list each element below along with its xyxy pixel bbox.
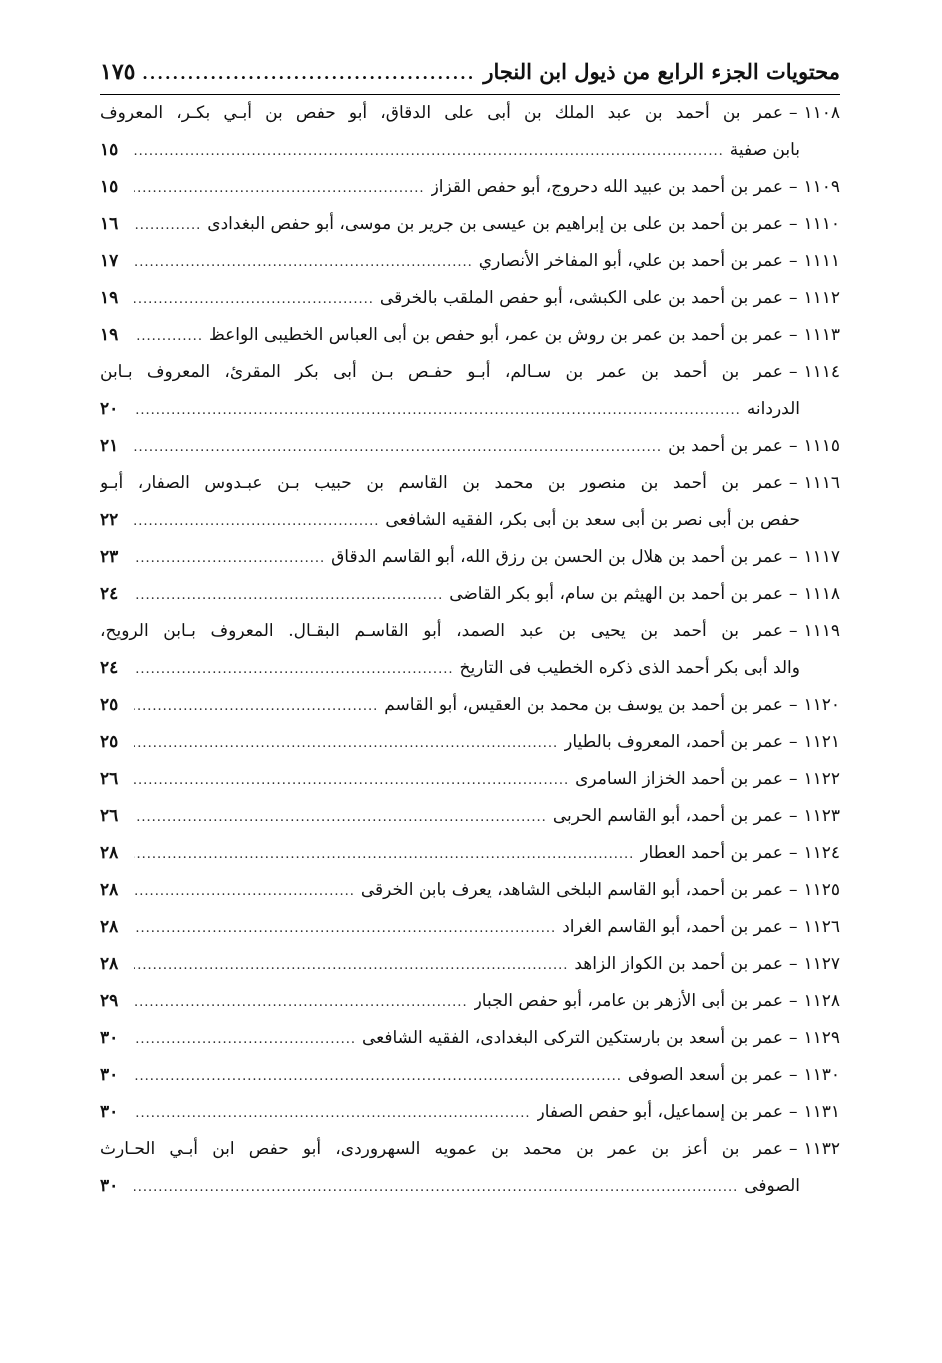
leader-dots xyxy=(134,170,425,207)
entry-number: ١١٢٢ xyxy=(803,769,840,789)
entry-text: عمر بن أحمد بن xyxy=(668,436,783,456)
leader-dots xyxy=(134,244,473,281)
leader-dots xyxy=(134,281,374,318)
entry-number: ١١٣١ xyxy=(803,1102,840,1122)
header-title: محتويات الجزء الرابع من ذيول ابن النجار xyxy=(483,59,840,84)
entry-number: ١١٢٤ xyxy=(803,843,840,863)
entry-text: عمر بن أحمد بن علي، أبو المفاخر الأنصاري xyxy=(478,251,783,271)
entry-number: ١١٣٠ xyxy=(803,1065,840,1085)
entry-text: عمر بن أحمد بن الهيثم بن سام، أبو بكر القاضى xyxy=(449,584,783,604)
entry-page-number: ٢٣ xyxy=(100,547,119,567)
contents-entry xyxy=(100,206,840,243)
entry-dash: – xyxy=(788,547,798,567)
entry-number: ١١١٦ xyxy=(803,473,840,493)
entry-page-number: ٢٨ xyxy=(100,954,119,974)
entry-number: ١١١٥ xyxy=(803,436,840,456)
entry-text: عمر بن أحمد بن يوسف بن محمد بن العقيس، أبو القاسم xyxy=(384,695,783,715)
contents-entry xyxy=(100,1057,840,1094)
entry-dash: – xyxy=(788,806,798,826)
entry-dash: – xyxy=(788,954,798,974)
contents-entry xyxy=(100,761,840,798)
contents-entry xyxy=(100,983,840,1020)
entry-page-number: ٢٨ xyxy=(100,917,119,937)
entry-page-number: ١٥ xyxy=(100,140,119,160)
contents-entry xyxy=(100,613,840,650)
entry-page-number: ١٩ xyxy=(100,325,119,345)
entry-text: عمر بن أحمد العطار xyxy=(640,843,783,863)
entry-page-number: ١٩ xyxy=(100,288,119,308)
entry-dash: – xyxy=(788,325,798,345)
entry-number: ١١١٧ xyxy=(803,547,840,567)
entry-text: عمر بن أحمد بن على الكبشى، أبو حفص الملقب بالخرقى xyxy=(379,288,783,308)
contents-entry xyxy=(100,354,840,391)
entry-number: ١١٢٦ xyxy=(803,917,840,937)
contents-page xyxy=(100,52,840,1205)
contents-entry xyxy=(100,428,840,465)
contents-entry xyxy=(100,243,840,280)
entry-text: عمر بن أحمد، المعروف بالطيار xyxy=(564,732,783,752)
entry-text: عمر بن أحمد بن هلال بن الحسن بن رزق الله، أبو القاسم الدقاق xyxy=(331,547,783,567)
contents-entry-continuation xyxy=(100,650,840,687)
entry-text: عمر بن إسماعيل، أبو حفص الصفار xyxy=(536,1102,783,1122)
contents-entry xyxy=(100,169,840,206)
entry-text: حفص بن أبى نصر بن أبى سعد بن أبى بكر، الفقيه الشافعى xyxy=(385,510,800,530)
header-leader-dots xyxy=(143,54,475,94)
leader-dots xyxy=(134,984,468,1021)
contents-entry xyxy=(100,1094,840,1131)
entry-page-number: ٢٦ xyxy=(100,769,119,789)
entry-dash: – xyxy=(788,103,798,123)
leader-dots xyxy=(134,1021,356,1058)
entry-dash: – xyxy=(788,362,798,382)
entry-number: ١١١١ xyxy=(803,251,840,271)
entry-number: ١١٢١ xyxy=(803,732,840,752)
entry-page-number: ٣٠ xyxy=(100,1176,119,1196)
contents-entry xyxy=(100,576,840,613)
leader-dots xyxy=(134,762,569,799)
entry-number: ١١١٣ xyxy=(803,325,840,345)
entry-page-number: ٣٠ xyxy=(100,1065,119,1085)
entry-text: عمر بن أحمد، أبو القاسم الغراد xyxy=(562,917,783,937)
entry-text: الصوفى xyxy=(744,1176,800,1196)
contents-entry xyxy=(100,280,840,317)
entry-dash: – xyxy=(788,1102,798,1122)
header-page-number: ١٧٥ xyxy=(100,59,136,85)
entry-number: ١١١٩ xyxy=(803,621,840,641)
entry-text: عمر بن أحمد، أبو القاسم البلخى الشاهد، يعرف بابن الخرقى xyxy=(360,880,783,900)
entry-number: ١١١٨ xyxy=(803,584,840,604)
entry-text: عمر بن أحمد بن عمر بن سـالم، أبـو حفـص بـن أبى بكر المقرئ، المعروف بـابن xyxy=(100,362,783,382)
leader-dots xyxy=(134,947,568,984)
entry-text: عمر بن أحمد بن منصور بن محمد بن القاسم بن حبيب بـن عبـدوس الصفار، أبـو xyxy=(100,473,783,493)
contents-entry-continuation xyxy=(100,132,840,169)
entry-page-number: ٢٤ xyxy=(100,658,119,678)
leader-dots xyxy=(134,725,558,762)
entry-page-number: ٢٠ xyxy=(100,399,119,419)
entry-text: عمر بن أبى الأزهر بن عامر، أبو حفص الجبار xyxy=(473,991,783,1011)
contents-entry xyxy=(100,95,840,132)
entry-page-number: ٢١ xyxy=(100,436,119,456)
entry-number: ١١١٠ xyxy=(803,214,840,234)
contents-entry-continuation xyxy=(100,391,840,428)
entry-dash: – xyxy=(788,732,798,752)
entry-dash: – xyxy=(788,621,798,641)
contents-entry xyxy=(100,946,840,983)
contents-entry xyxy=(100,687,840,724)
entry-text: بابن صفية xyxy=(729,140,800,160)
contents-entries xyxy=(100,95,840,1205)
entry-number: ١١٠٨ xyxy=(803,103,840,123)
entry-text: عمر بن أحمد بن عبيد الله دحروج، أبو حفص القزاز xyxy=(430,177,783,197)
entry-page-number: ١٥ xyxy=(100,177,119,197)
entry-page-number: ١٦ xyxy=(100,214,119,234)
contents-entry xyxy=(100,798,840,835)
entry-dash: – xyxy=(788,251,798,271)
entry-page-number: ٢٤ xyxy=(100,584,119,604)
leader-dots xyxy=(134,503,379,540)
leader-dots xyxy=(134,688,378,725)
entry-dash: – xyxy=(788,843,798,863)
entry-page-number: ١٧ xyxy=(100,251,119,271)
entry-number: ١١٢٥ xyxy=(803,880,840,900)
contents-entry xyxy=(100,872,840,909)
entry-dash: – xyxy=(788,1028,798,1048)
entry-page-number: ٢٩ xyxy=(100,991,119,1011)
contents-entry xyxy=(100,465,840,502)
page-header xyxy=(100,52,840,95)
entry-page-number: ٢٥ xyxy=(100,732,119,752)
entry-dash: – xyxy=(788,695,798,715)
entry-number: ١١٢٨ xyxy=(803,991,840,1011)
entry-dash: – xyxy=(788,288,798,308)
entry-number: ١١١٢ xyxy=(803,288,840,308)
contents-entry xyxy=(100,909,840,946)
entry-page-number: ٢٨ xyxy=(100,880,119,900)
leader-dots xyxy=(134,540,325,577)
leader-dots xyxy=(134,133,724,170)
entry-dash: – xyxy=(788,769,798,789)
entry-dash: – xyxy=(788,1139,798,1159)
leader-dots xyxy=(134,910,556,947)
entry-text: عمر بن أحمد بن على بن إبراهيم بن عيسى بن جرير بن موسى، أبو حفص البغدادى xyxy=(207,214,783,234)
leader-dots xyxy=(134,392,741,429)
entry-dash: – xyxy=(788,584,798,604)
entry-dash: – xyxy=(788,917,798,937)
leader-dots xyxy=(134,1169,738,1206)
leader-dots xyxy=(134,1058,622,1095)
entry-dash: – xyxy=(788,991,798,1011)
entry-page-number: ٢٥ xyxy=(100,695,119,715)
contents-entry xyxy=(100,1020,840,1057)
entry-page-number: ٢٦ xyxy=(100,806,119,826)
entry-page-number: ٢٢ xyxy=(100,510,119,530)
entry-page-number: ٣٠ xyxy=(100,1028,119,1048)
entry-text: عمر بن أحمد بن عمر بن روش بن عمر، أبو حفص بن أبى العباس الخطيبى الواعظ xyxy=(208,325,783,345)
contents-entry-continuation xyxy=(100,502,840,539)
entry-dash: – xyxy=(788,177,798,197)
entry-text: عمر بن أعز بن عمر بن محمد بن عمويه السهروردى، أبو حفص ابن أبـي الحـارث xyxy=(100,1139,783,1159)
leader-dots xyxy=(134,799,547,836)
contents-entry-continuation xyxy=(100,1168,840,1205)
contents-entry xyxy=(100,724,840,761)
leader-dots xyxy=(134,577,443,614)
entry-number: ١١٠٩ xyxy=(803,177,840,197)
entry-text: عمر بن أحمد الخزاز السامرى xyxy=(575,769,783,789)
entry-text: والد أبى بكر أحمد الذى ذكره الخطيب فى التاريخ xyxy=(459,658,800,678)
entry-number: ١١٣٢ xyxy=(803,1139,840,1159)
leader-dots xyxy=(134,318,203,355)
entry-dash: – xyxy=(788,1065,798,1085)
leader-dots xyxy=(134,207,201,244)
leader-dots xyxy=(134,651,453,688)
entry-text: الدردانه xyxy=(746,399,800,419)
entry-text: عمر بن أحمد بن يحيى بن عبد الصمد، أبو القاسـم البقـال. المعروف بـابن الرويح، xyxy=(100,621,783,641)
entry-number: ١١١٤ xyxy=(803,362,840,382)
entry-number: ١١٢٠ xyxy=(803,695,840,715)
entry-page-number: ٣٠ xyxy=(100,1102,119,1122)
entry-text: عمر بن أسعد بن بارستكين التركى البغدادى، الفقيه الشافعى xyxy=(361,1028,783,1048)
contents-entry xyxy=(100,539,840,576)
contents-entry xyxy=(100,835,840,872)
entry-text: عمر بن أحمد بن الكواز الزاهد xyxy=(574,954,783,974)
contents-entry xyxy=(100,1131,840,1168)
leader-dots xyxy=(134,1095,531,1132)
leader-dots xyxy=(134,873,355,910)
entry-dash: – xyxy=(788,214,798,234)
entry-number: ١١٢٧ xyxy=(803,954,840,974)
entry-number: ١١٢٩ xyxy=(803,1028,840,1048)
entry-dash: – xyxy=(788,473,798,493)
entry-text: عمر بن أحمد بن عبد الملك بن أبى على الدقاق، أبو حفص بن أبـي بكـر، المعروف xyxy=(100,103,783,123)
contents-entry xyxy=(100,317,840,354)
leader-dots xyxy=(134,836,634,873)
entry-text: عمر بن أسعد الصوفى xyxy=(627,1065,783,1085)
entry-page-number: ٢٨ xyxy=(100,843,119,863)
entry-number: ١١٢٣ xyxy=(803,806,840,826)
entry-dash: – xyxy=(788,436,798,456)
entry-dash: – xyxy=(788,880,798,900)
entry-text: عمر بن أحمد، أبو القاسم الحربى xyxy=(552,806,783,826)
leader-dots xyxy=(134,429,662,466)
